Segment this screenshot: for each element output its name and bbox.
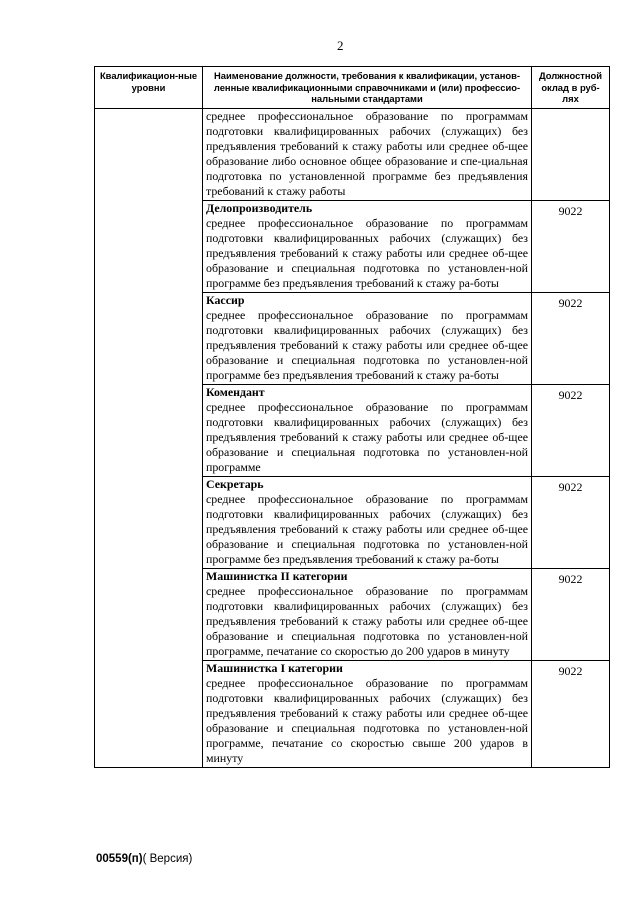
position-title: Секретарь bbox=[206, 476, 264, 491]
qualification-level-cell bbox=[95, 108, 203, 767]
position-cell bbox=[203, 568, 532, 660]
position-cell bbox=[203, 384, 532, 476]
document-version: ( Версия) bbox=[142, 853, 193, 865]
page-number: 2 bbox=[337, 38, 344, 53]
continuation-cell bbox=[203, 108, 532, 200]
position-requirements: среднее профессиональное образование по программам подготовки квалифицированных рабочих (служащих) без предъявления требований к стажу работы или среднее об-щее образование и специальная подготовка по установлен-ной программе bbox=[206, 399, 528, 474]
salary-value: 9022 bbox=[532, 660, 610, 767]
header-qualification-levels: Квалификацион-ные уровни bbox=[95, 67, 203, 109]
continuation-text: среднее профессиональное образование по программам подготовки квалифицированных рабочих (служащих) без предъявления требований к стажу работы или среднее об-щее образование либо основное общее образование и спе-циальная подготовка по установленной программе без предъявления требований к стажу работы bbox=[206, 108, 528, 198]
continuation-salary-cell bbox=[532, 108, 610, 200]
position-cell bbox=[203, 476, 532, 568]
position-cell bbox=[203, 660, 532, 767]
position-requirements: среднее профессиональное образование по программам подготовки квалифицированных рабочих (служащих) без предъявления требований к стажу работы или среднее об-щее образование и специальная подготовка по установлен-ной программе, печатание со скоростью свыше 200 ударов в минуту bbox=[206, 675, 528, 765]
position-cell bbox=[203, 200, 532, 292]
position-requirements: среднее профессиональное образование по программам подготовки квалифицированных рабочих (служащих) без предъявления требований к стажу работы или среднее об-щее образование и специальная подготовка по установлен-ной программе без предъявления требований к стажу ра-боты bbox=[206, 307, 528, 382]
position-title: Машинистка II категории bbox=[206, 568, 348, 583]
table-row-continuation bbox=[95, 108, 610, 200]
position-cell bbox=[203, 292, 532, 384]
document-footer bbox=[96, 853, 192, 865]
position-title: Машинистка I категории bbox=[206, 660, 343, 675]
position-requirements: среднее профессиональное образование по программам подготовки квалифицированных рабочих (служащих) без предъявления требований к стажу работы или среднее об-щее образование и специальная подготовка по установлен-ной программе, печатание со скоростью до 200 ударов в минуту bbox=[206, 583, 528, 658]
qualification-table bbox=[94, 66, 610, 768]
position-requirements: среднее профессиональное образование по программам подготовки квалифицированных рабочих (служащих) без предъявления требований к стажу работы или среднее об-щее образование и специальная подготовка по установлен-ной программе без предъявления требований к стажу ра-боты bbox=[206, 215, 528, 290]
position-title: Комендант bbox=[206, 384, 265, 399]
salary-value: 9022 bbox=[532, 384, 610, 476]
position-title: Делопроизводитель bbox=[206, 200, 313, 215]
salary-value: 9022 bbox=[532, 200, 610, 292]
header-position-requirements: Наименование должности, требования к квалификации, установ-ленные квалификационными справочниками и (или) профессио-нальными стандартами bbox=[203, 67, 532, 109]
salary-value: 9022 bbox=[532, 476, 610, 568]
position-title: Кассир bbox=[206, 292, 245, 307]
table-header-row bbox=[95, 67, 610, 109]
document-code: 00559(п) bbox=[96, 853, 143, 865]
position-requirements: среднее профессиональное образование по программам подготовки квалифицированных рабочих (служащих) без предъявления требований к стажу работы или среднее об-щее образование и специальная подготовка по установлен-ной программе без предъявления требований к стажу ра-боты bbox=[206, 491, 528, 566]
salary-value: 9022 bbox=[532, 568, 610, 660]
salary-value: 9022 bbox=[532, 292, 610, 384]
header-salary: Должностной оклад в руб-лях bbox=[532, 67, 610, 109]
